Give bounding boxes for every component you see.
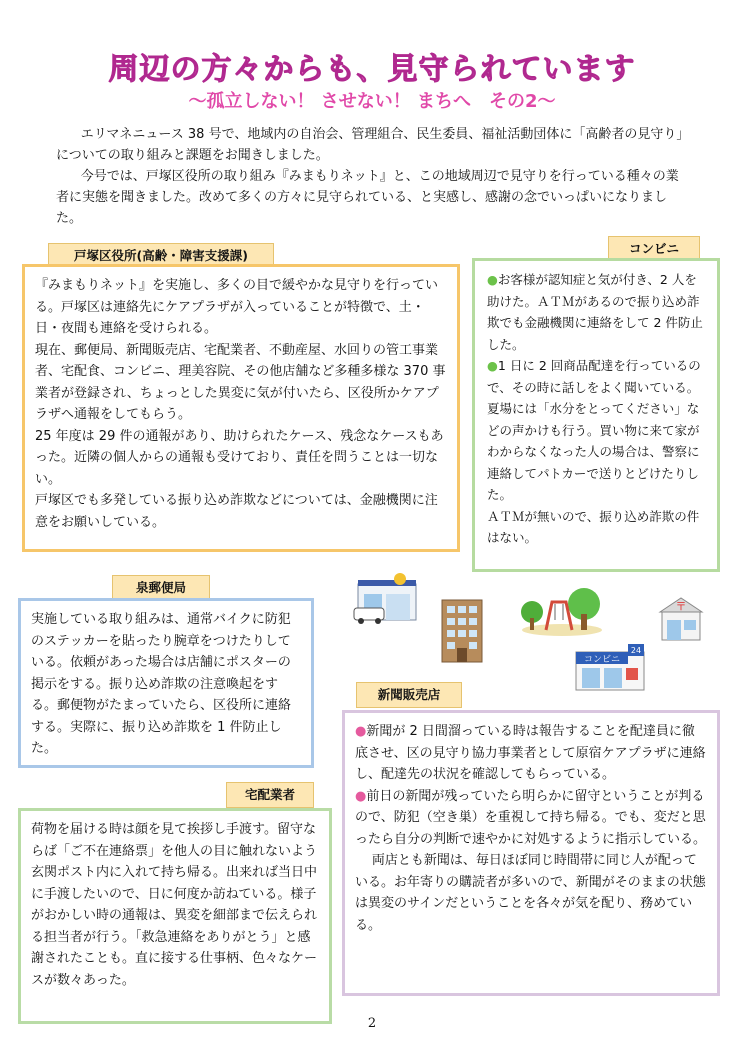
newspaper-label: 新聞販売店	[356, 682, 462, 708]
convenience-text-2: 1 日に 2 回商品配達を行っているので、その時に話しをよく聞いている。夏場には「水分をとってください」などの声かけも行う。買い物に来て家がわからなくなった人の場合は、警察に連絡してパトカーで送りとどけたりした。	[487, 358, 701, 502]
svg-text:〒: 〒	[675, 600, 687, 613]
convenience-sign-text: コンビニ	[583, 655, 621, 665]
bullet-icon: ●	[487, 358, 498, 373]
page-subtitle: 〜孤立しない！ させない！ まちへ その2〜	[188, 91, 556, 112]
newspaper-paragraph-2	[355, 786, 707, 851]
intro-paragraph-1: エリマネニュース 38 号で、地域内の自治会、管理組合、民生委員、福祉活動団体に「高齢者の見守り」についての取り組みと課題をお聞きしました。	[56, 127, 683, 163]
ward-office-label: 戸塚区役所(高齢・障害支援課)	[48, 243, 274, 269]
convenience-paragraph-3: ＡＴＭが無いので、振り込め詐欺の件はない。	[487, 508, 700, 545]
ward-paragraph-1: 『みまもりネット』を実施し、多くの目で緩やかな見守りを行っている。戸塚区は連絡先にケアプラザが入っていることが特徴で、土・日・夜間も連絡を受けられる。	[35, 278, 439, 336]
convenience-box	[472, 258, 720, 572]
delivery-box	[18, 808, 332, 1024]
ward-paragraph-2: 現在、郵便局、新聞販売店、宅配業者、不動産屋、水回りの管工事業者、宅配食、コンビニ、理美容院、その他店舗など多種多様な 370 事業者が登録され、ちょっとした異変に気が付いたら、区役所かケアプラザへ通報をしてもらう。	[35, 342, 446, 422]
bullet-icon: ●	[355, 724, 367, 739]
police-box-icon	[352, 572, 424, 624]
ward-paragraph-4: 戸塚区でも多発している振り込め詐欺などについては、金融機関に注意をお願いしている。	[35, 493, 438, 530]
intro-paragraph-2: 今号では、戸塚区役所の取り組み『みまもりネット』と、この地域周辺で見守りを行っている種々の業者に実態を聞きました。改めて多くの方々に見守られている、と実感し、感謝の念でいっぱいになりました。	[56, 169, 679, 226]
convenience-text-1: お客様が認知症と気が付き、2 人を助けた。ＡＴＭがあるので振り込め詐欺でも金融機関に連絡をして 2 件防止した。	[487, 272, 703, 352]
apartment-building-icon	[440, 598, 484, 664]
post-office-label: 泉郵便局	[112, 575, 210, 601]
ward-paragraph-3: 25 年度は 29 件の通報があり、助けられたケース、残念なケースもあった。近隣の個人からの通報も受けており、責任を問うことは一切ない。	[35, 428, 444, 487]
post-office-icon	[656, 594, 706, 644]
convenience-paragraph-1	[487, 269, 705, 355]
ward-office-box	[22, 264, 460, 552]
delivery-label: 宅配業者	[226, 782, 314, 808]
newspaper-box	[342, 710, 720, 996]
page-number: 2	[367, 1016, 377, 1031]
bullet-icon: ●	[355, 788, 367, 804]
delivery-paragraph-1: 荷物を届ける時は顔を見て挨拶し手渡す。留守ならば「ご不在連絡票」を他人の目に触れないよう玄関ポスト内に入れて持ち帰る。出来れば当日中に手渡したいので、日に何度か訪ねている。様子がおかしい時の通報は、異変を細部まで伝えられる担当者が行う。「救急連絡をありがとう」と感謝されたことも。直に接する仕事柄、色々なケースが数々あった。	[31, 822, 318, 988]
intro-text	[56, 124, 688, 229]
post-paragraph-1: 実施している取り組みは、通常バイクに防犯のステッカーを貼ったり腕章をつけたりしている。依頼があった場合は店舗にポスターの掲示をする。振り込め詐欺の注意喚起をする。郵便物がたまっていたら、区役所に連絡する。実際に、振り込め詐欺を 1 件防止した。	[31, 612, 292, 756]
newspaper-paragraph-3: 両店とも新聞は、毎日ほぼ同じ時間帯に同じ人が配っている。お年寄りの購読者が多いので、新聞がそのままの状態は異変のサインだということを各々が気を配り、務めている。	[355, 853, 706, 933]
bullet-icon: ●	[487, 272, 498, 287]
convenience-label: コンビニ	[608, 236, 700, 262]
newspaper-text-2: 前日の新聞が残っていたら明らかに留守ということが判るので、防犯（空き巣）を重視して持ち帰る。でも、変だと思ったら自分の判断で速やかに対処するように指示している。	[355, 788, 707, 847]
newspaper-text-1: 新聞が 2 日間溜っている時は報告することを配達員に徹底させ、区の見守り協力事業者として原宿ケアプラザに連絡し、配達先の状況を確認してもらっている。	[355, 724, 706, 782]
convenience-store-icon	[574, 642, 646, 692]
park-icon	[518, 586, 604, 636]
convenience-paragraph-2	[487, 355, 705, 506]
newspaper-paragraph-1	[355, 721, 707, 786]
convenience-number-text: 24	[630, 646, 642, 655]
page-title: 周辺の方々からも、見守られています	[108, 52, 636, 87]
post-office-box	[18, 598, 314, 768]
